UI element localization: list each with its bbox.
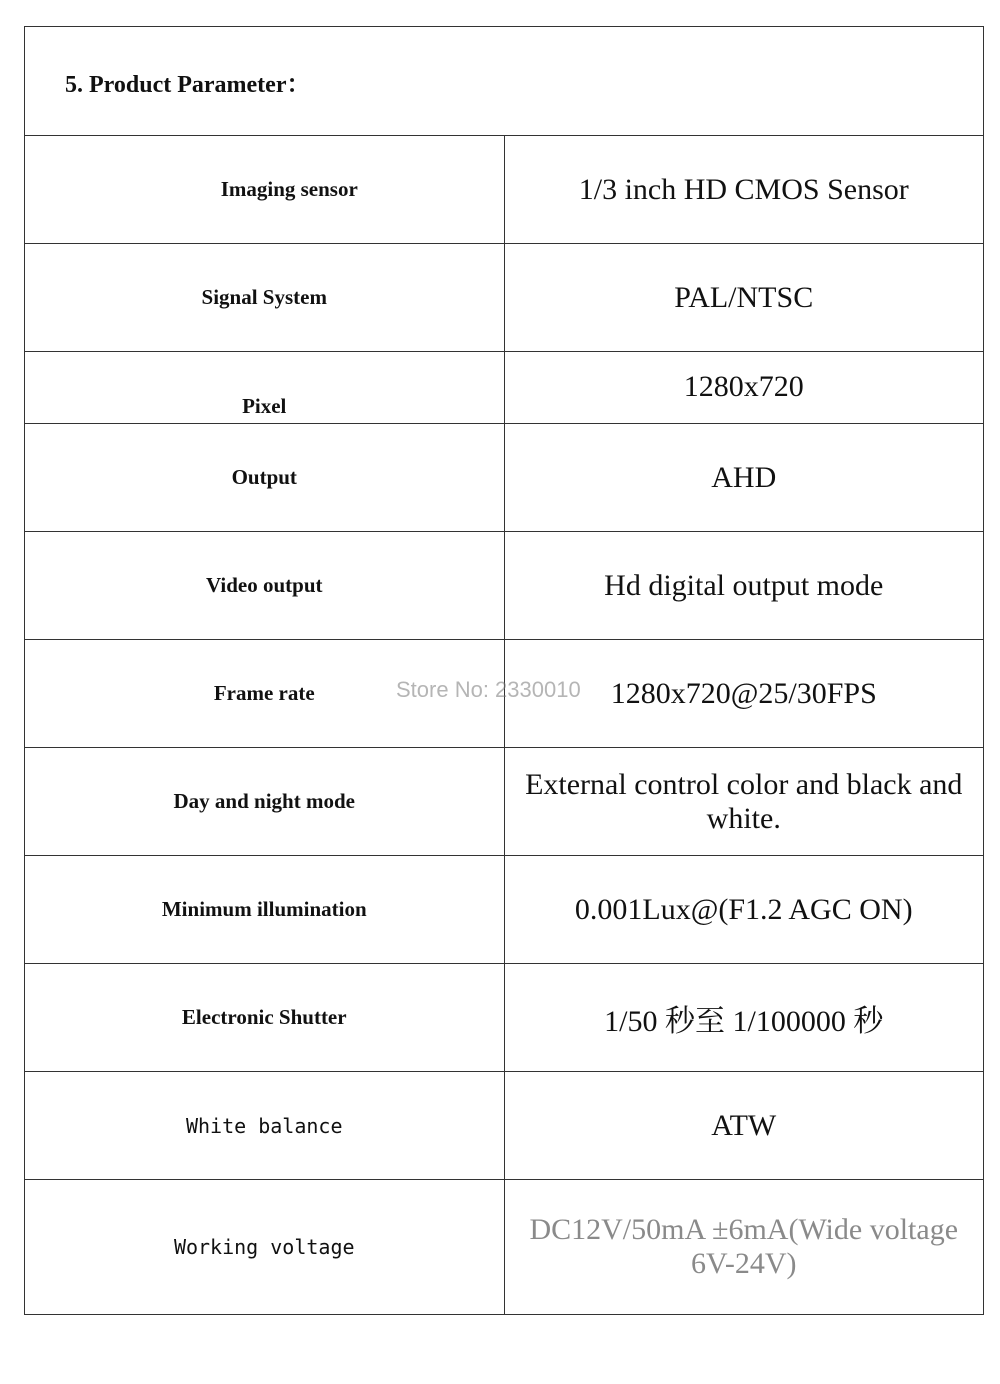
param-label-day-night-mode: Day and night mode [25,748,505,856]
table-row [25,424,984,532]
table-row [25,1072,984,1180]
param-label-signal-system: Signal System [25,244,505,352]
param-value-imaging-sensor: 1/3 inch HD CMOS Sensor [504,136,984,244]
param-label-white-balance: White balance [25,1072,505,1180]
table-row [25,136,984,244]
param-value-electronic-shutter: 1/50 秒至 1/100000 秒 [504,964,984,1072]
param-value-day-night-mode: External control color and black and white. [504,748,984,856]
param-label-minimum-illumination: Minimum illumination [25,856,505,964]
store-watermark: Store No: 2330010 [396,677,581,702]
product-parameter-table [24,26,984,1315]
param-label-output: Output [25,424,505,532]
param-value-pixel: 1280x720 [504,352,984,424]
param-label-pixel: Pixel [25,352,505,424]
param-value-working-voltage: DC12V/50mA ±6mA(Wide voltage 6V-24V) [504,1180,984,1315]
table-row [25,1180,984,1315]
table-row [25,352,984,424]
table-row [25,532,984,640]
param-label-electronic-shutter: Electronic Shutter [25,964,505,1072]
param-value-white-balance: ATW [504,1072,984,1180]
table-title-row [25,27,984,136]
table-row [25,244,984,352]
param-value-frame-rate: 1280x720@25/30FPS [504,640,984,748]
param-label-imaging-sensor: Imaging sensor [25,136,505,244]
param-value-signal-system: PAL/NTSC [504,244,984,352]
table-row [25,640,984,748]
section-heading: 5. Product Parameter： [25,27,984,136]
param-value-video-output: Hd digital output mode [504,532,984,640]
param-value-minimum-illumination: 0.001Lux@(F1.2 AGC ON) [504,856,984,964]
param-label-frame-rate: Frame rate [25,640,505,748]
param-value-output: AHD [504,424,984,532]
param-label-working-voltage: Working voltage [25,1180,505,1315]
param-label-video-output: Video output [25,532,505,640]
table-row [25,964,984,1072]
table-row [25,748,984,856]
table-row [25,856,984,964]
